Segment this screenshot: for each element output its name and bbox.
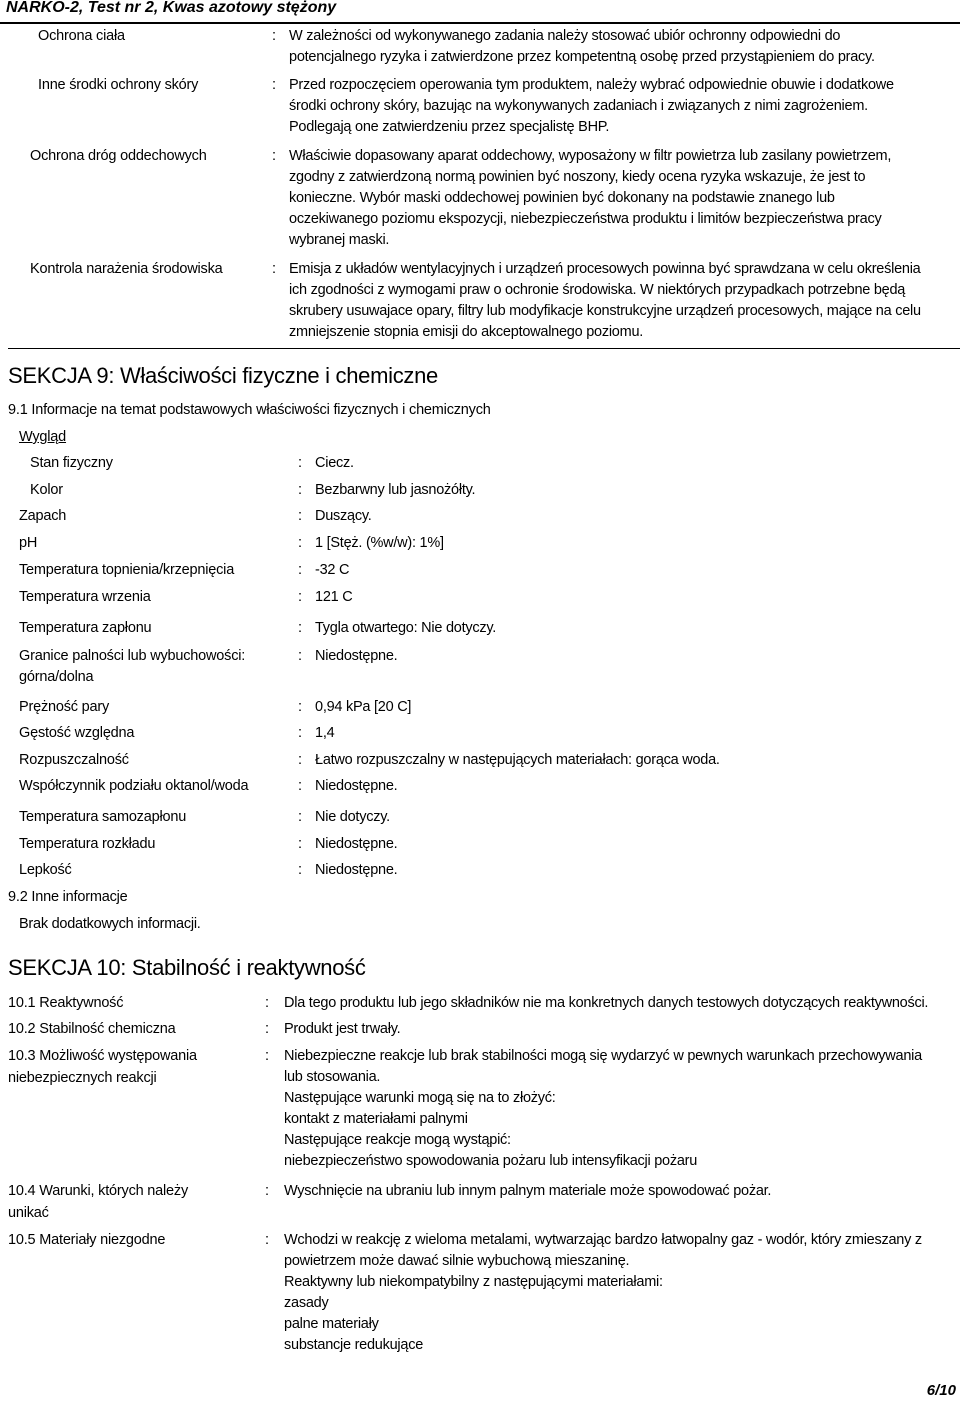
hazardous-reactions-text: Niebezpieczne reakcje lub brak stabilności mogą się wydarzyć w pewnych warunkach przechowywania <box>284 1048 922 1064</box>
hazardous-reactions-label: 10.3 Możliwość występowania <box>8 1048 197 1064</box>
document-header <box>0 0 960 24</box>
reactivity-label: 10.1 Reaktywność <box>8 995 124 1011</box>
chemical-stability-text: Produkt jest trwały. <box>284 1021 401 1037</box>
skin-protection-text: Podlegają one zatwierdzeniu przez specjalistę BHP. <box>289 119 610 135</box>
hazardous-reactions-text: Następujące reakcje mogą wystąpić: <box>284 1132 511 1148</box>
incompatible-materials-text: Reaktywny lub niekompatybilny z następującymi materiałami: <box>284 1274 663 1290</box>
environment-exposure-text: skrubery usuwajace opary, filtry lub modyfikacje konstrukcyjne urządzeń procesowych, mające na celu <box>289 303 921 319</box>
prop-label: Prężność pary <box>19 699 110 715</box>
prop-value: Nie dotyczy. <box>315 809 390 825</box>
hazardous-reactions-label: niebezpiecznych reakcji <box>8 1070 157 1086</box>
environment-exposure-text: zmniejszenie stopnia emisji do akceptowalnego poziomu. <box>289 324 644 340</box>
hazardous-reactions-text: niebezpieczeństwo spowodowania pożaru lub intensyfikacji pożaru <box>284 1153 698 1169</box>
prop-label: Temperatura samozapłonu <box>19 809 187 825</box>
environment-exposure-text: ich zgodności z wymogami praw o ochronie środowiska. W niektórych przypadkach potrzebne będą <box>289 282 906 298</box>
other-info-text: Brak dodatkowych informacji. <box>19 916 201 932</box>
skin-protection-label: Inne środki ochrony skóry <box>38 77 199 93</box>
respiratory-protection-text: wybranej maski. <box>289 232 390 248</box>
document-title: NARKO-2, Test nr 2, Kwas azotowy stężony <box>6 0 337 16</box>
body-protection-text: potencjalnego ryzyka i zatwierdzone przez kompetentną osobę przed przystąpieniem do pracy. <box>289 49 875 65</box>
appearance-heading: Wygląd <box>19 429 67 445</box>
respiratory-protection-text: konieczne. Wybór maski oddechowej powinien być dokonany na podstawie znanego lub <box>289 190 835 206</box>
prop-value: 0,94 kPa [20 C] <box>315 699 412 715</box>
prop-value: -32 C <box>315 562 350 578</box>
reactivity-text: Dla tego produktu lub jego składników nie ma konkretnych danych testowych dotyczących reaktywności. <box>284 995 929 1011</box>
prop-label: Kolor <box>30 482 63 498</box>
incompatible-materials-text: substancje redukujące <box>284 1337 424 1353</box>
page-number: 6/10 <box>926 1382 956 1399</box>
body-protection-label: Ochrona ciała <box>38 28 125 44</box>
prop-value: Niedostępne. <box>315 648 398 664</box>
hazardous-reactions-text: lub stosowania. <box>284 1069 381 1085</box>
conditions-to-avoid-label: 10.4 Warunki, których należy <box>8 1183 189 1199</box>
prop-value: 1 [Stęż. (%w/w): 1%] <box>315 535 444 551</box>
prop-label: Temperatura zapłonu <box>19 620 152 636</box>
subsection-9-2-title: 9.2 Inne informacje <box>8 889 128 905</box>
environment-exposure-label: Kontrola narażenia środowiska <box>30 261 223 277</box>
respiratory-protection-text: Właściwie dopasowany aparat oddechowy, wyposażony w filtr powietrza lub zasilany powietrzem, <box>289 148 892 164</box>
respiratory-protection-label: Ochrona dróg oddechowych <box>30 148 207 164</box>
incompatible-materials-text: zasady <box>284 1295 329 1311</box>
prop-label: Temperatura topnienia/krzepnięcia <box>19 562 235 578</box>
prop-value: Ciecz. <box>315 455 354 471</box>
prop-label: Rozpuszczalność <box>19 752 129 768</box>
hazardous-reactions-text: Następujące warunki mogą się na to złożyć: <box>284 1090 556 1106</box>
incompatible-materials-text: powietrzem może dawać silnie wybuchową mieszaninę. <box>284 1253 630 1269</box>
section-divider <box>8 348 960 349</box>
prop-value: Duszący. <box>315 508 372 524</box>
subsection-9-1-title: 9.1 Informacje na temat podstawowych właściwości fizycznych i chemicznych <box>8 402 491 418</box>
respiratory-protection-text: oczekiwanego poziomu ekspozycji, niebezpieczeństwa produktu i limitów bezpieczeństwa pracy <box>289 211 882 227</box>
section-9-title: SEKCJA 9: Właściwości fizyczne i chemiczne <box>8 363 438 388</box>
prop-value: Niedostępne. <box>315 836 398 852</box>
chemical-stability-label: 10.2 Stabilność chemiczna <box>8 1021 176 1037</box>
prop-value: Bezbarwny lub jasnożółty. <box>315 482 476 498</box>
conditions-to-avoid-label: unikać <box>8 1205 49 1221</box>
prop-label: Stan fizyczny <box>30 455 113 471</box>
section-10-title: SEKCJA 10: Stabilność i reaktywność <box>8 955 366 980</box>
hazardous-reactions-text: kontakt z materiałami palnymi <box>284 1111 468 1127</box>
prop-label: Współczynnik podziału oktanol/woda <box>19 778 249 794</box>
prop-label: Temperatura rozkładu <box>19 836 156 852</box>
prop-value: 1,4 <box>315 725 335 741</box>
skin-protection-text: środki ochrony skóry, bazując na wykonywanych zadaniach i związanych z nimi zagrożeniem. <box>289 98 868 114</box>
prop-label: Lepkość <box>19 862 72 878</box>
prop-label: Gęstość względna <box>19 725 135 741</box>
prop-label: Zapach <box>19 508 67 524</box>
prop-value: Niedostępne. <box>315 862 398 878</box>
body-protection-text: W zależności od wykonywanego zadania należy stosować ubiór ochronny odpowiedni do <box>289 28 841 44</box>
incompatible-materials-text: palne materiały <box>284 1316 379 1332</box>
respiratory-protection-text: zgodny z zatwierdzoną normą powinien być noszony, kiedy ocena ryzyka wskazuje, że jest to <box>289 169 866 185</box>
prop-label: górna/dolna <box>19 669 94 685</box>
incompatible-materials-text: Wchodzi w reakcję z wieloma metalami, wytwarzając bardzo łatwopalny gaz - wodór, który zmieszany z <box>284 1232 922 1248</box>
environment-exposure-text: Emisja z układów wentylacyjnych i urządzeń procesowych powinna być sprawdzana w celu określenia <box>289 261 921 277</box>
prop-value: Tygla otwartego: Nie dotyczy. <box>315 620 497 636</box>
skin-protection-text: Przed rozpoczęciem operowania tym produktem, należy wybrać odpowiednie obuwie i dodatkowe <box>289 77 894 93</box>
conditions-to-avoid-text: Wyschnięcie na ubraniu lub innym palnym materiale może spowodować pożar. <box>284 1183 772 1199</box>
prop-label: Temperatura wrzenia <box>19 589 151 605</box>
prop-value: 121 C <box>315 589 353 605</box>
prop-label: pH <box>19 535 38 551</box>
incompatible-materials-label: 10.5 Materiały niezgodne <box>8 1232 166 1248</box>
prop-value: Łatwo rozpuszczalny w następujących materiałach: gorąca woda. <box>315 752 720 768</box>
prop-value: Niedostępne. <box>315 778 398 794</box>
prop-label: Granice palności lub wybuchowości: <box>19 648 246 664</box>
